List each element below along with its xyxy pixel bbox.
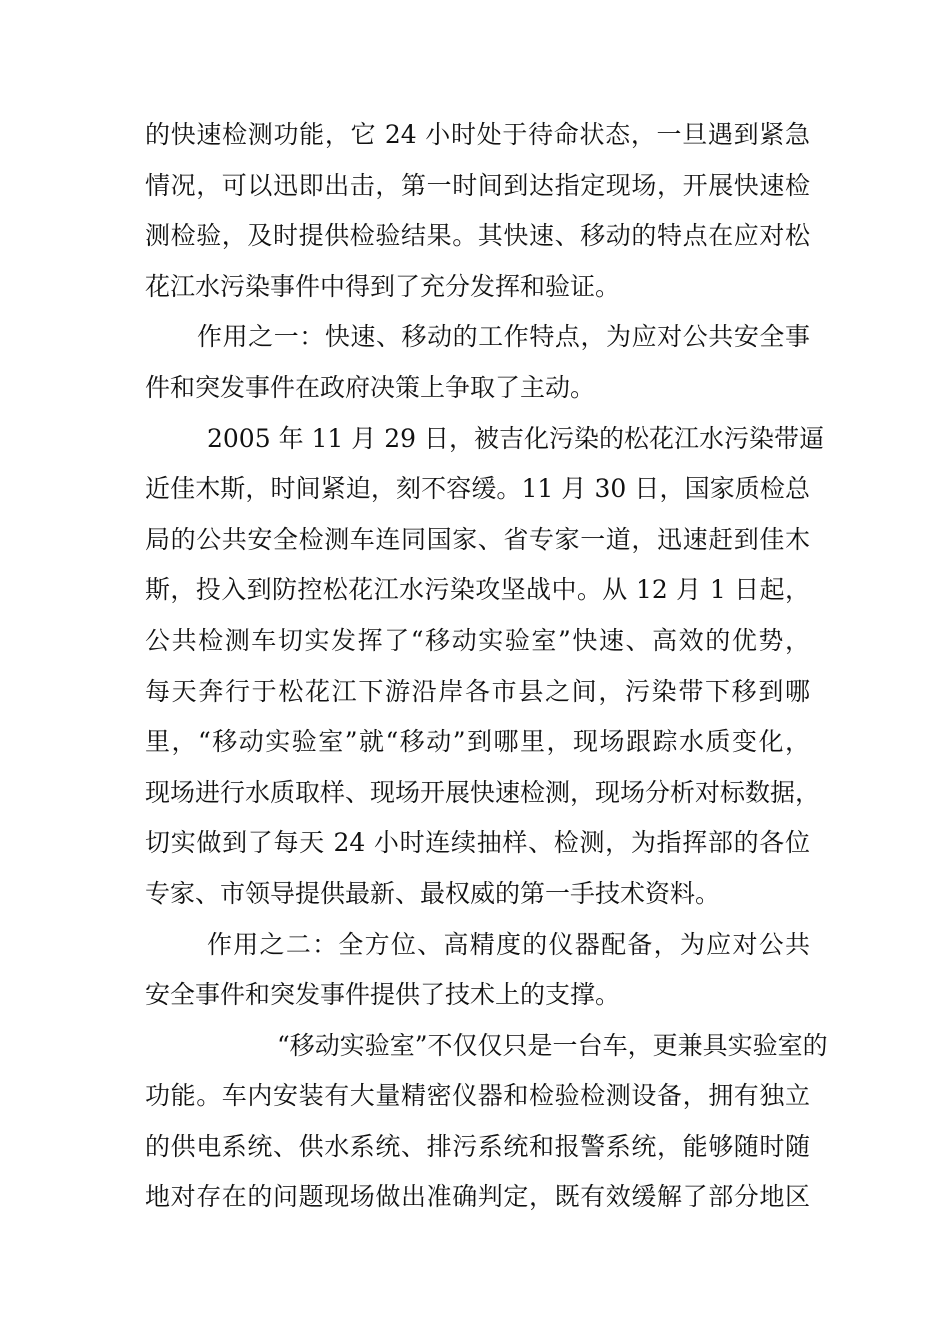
text-line: 测检验，及时提供检验结果。其快速、移动的特点在应对松 <box>145 221 810 251</box>
text-line: 公共检测车切实发挥了“移动实验室”快速、高效的优势， <box>145 625 810 655</box>
text-line: 局的公共安全检测车连同国家、省专家一道，迅速赶到佳木 <box>145 524 810 554</box>
text-line: 安全事件和突发事件提供了技术上的支撑。 <box>145 980 621 1010</box>
text-line: 件和突发事件在政府决策上争取了主动。 <box>145 372 596 402</box>
text-line: 花江水污染事件中得到了充分发挥和验证。 <box>145 271 621 301</box>
text-line: 的供电系统、供水系统、排污系统和报警系统，能够随时随 <box>145 1131 810 1161</box>
text-line: 斯，投入到防控松花江水污染攻坚战中。从 12 月 1 日起， <box>145 575 810 605</box>
text-line: 现场进行水质取样、现场开展快速检测，现场分析对标数据， <box>145 777 821 807</box>
text-line: 作用之二：全方位、高精度的仪器配备，为应对公共 <box>207 929 810 959</box>
text-line: 2005 年 11 月 29 日，被吉化污染的松花江水污染带逼 <box>207 423 824 453</box>
text-line: 近佳木斯，时间紧迫，刻不容缓。11 月 30 日，国家质检总 <box>145 474 810 504</box>
text-line: “移动实验室”不仅仅只是一台车，更兼具实验室的 <box>277 1030 828 1060</box>
text-line: 地对存在的问题现场做出准确判定，既有效缓解了部分地区 <box>145 1182 810 1212</box>
text-line: 的快速检测功能，它 24 小时处于待命状态，一旦遇到紧急 <box>145 120 810 149</box>
text-line: 功能。车内安装有大量精密仪器和检验检测设备，拥有独立 <box>145 1081 810 1111</box>
body-text <box>145 110 828 1223</box>
text-line: 专家、市领导提供最新、最权威的第一手技术资料。 <box>145 878 721 908</box>
text-line: 情况，可以迅即出击，第一时间到达指定现场，开展快速检 <box>145 170 810 200</box>
text-line: 切实做到了每天 24 小时连续抽样、检测，为指挥部的各位 <box>145 828 810 858</box>
text-line: 里，“移动实验室”就“移动”到哪里，现场跟踪水质变化， <box>145 727 810 757</box>
text-line: 每天奔行于松花江下游沿岸各市县之间，污染带下移到哪 <box>145 676 810 706</box>
text-line: 作用之一：快速、移动的工作特点，为应对公共安全事 <box>197 322 810 352</box>
